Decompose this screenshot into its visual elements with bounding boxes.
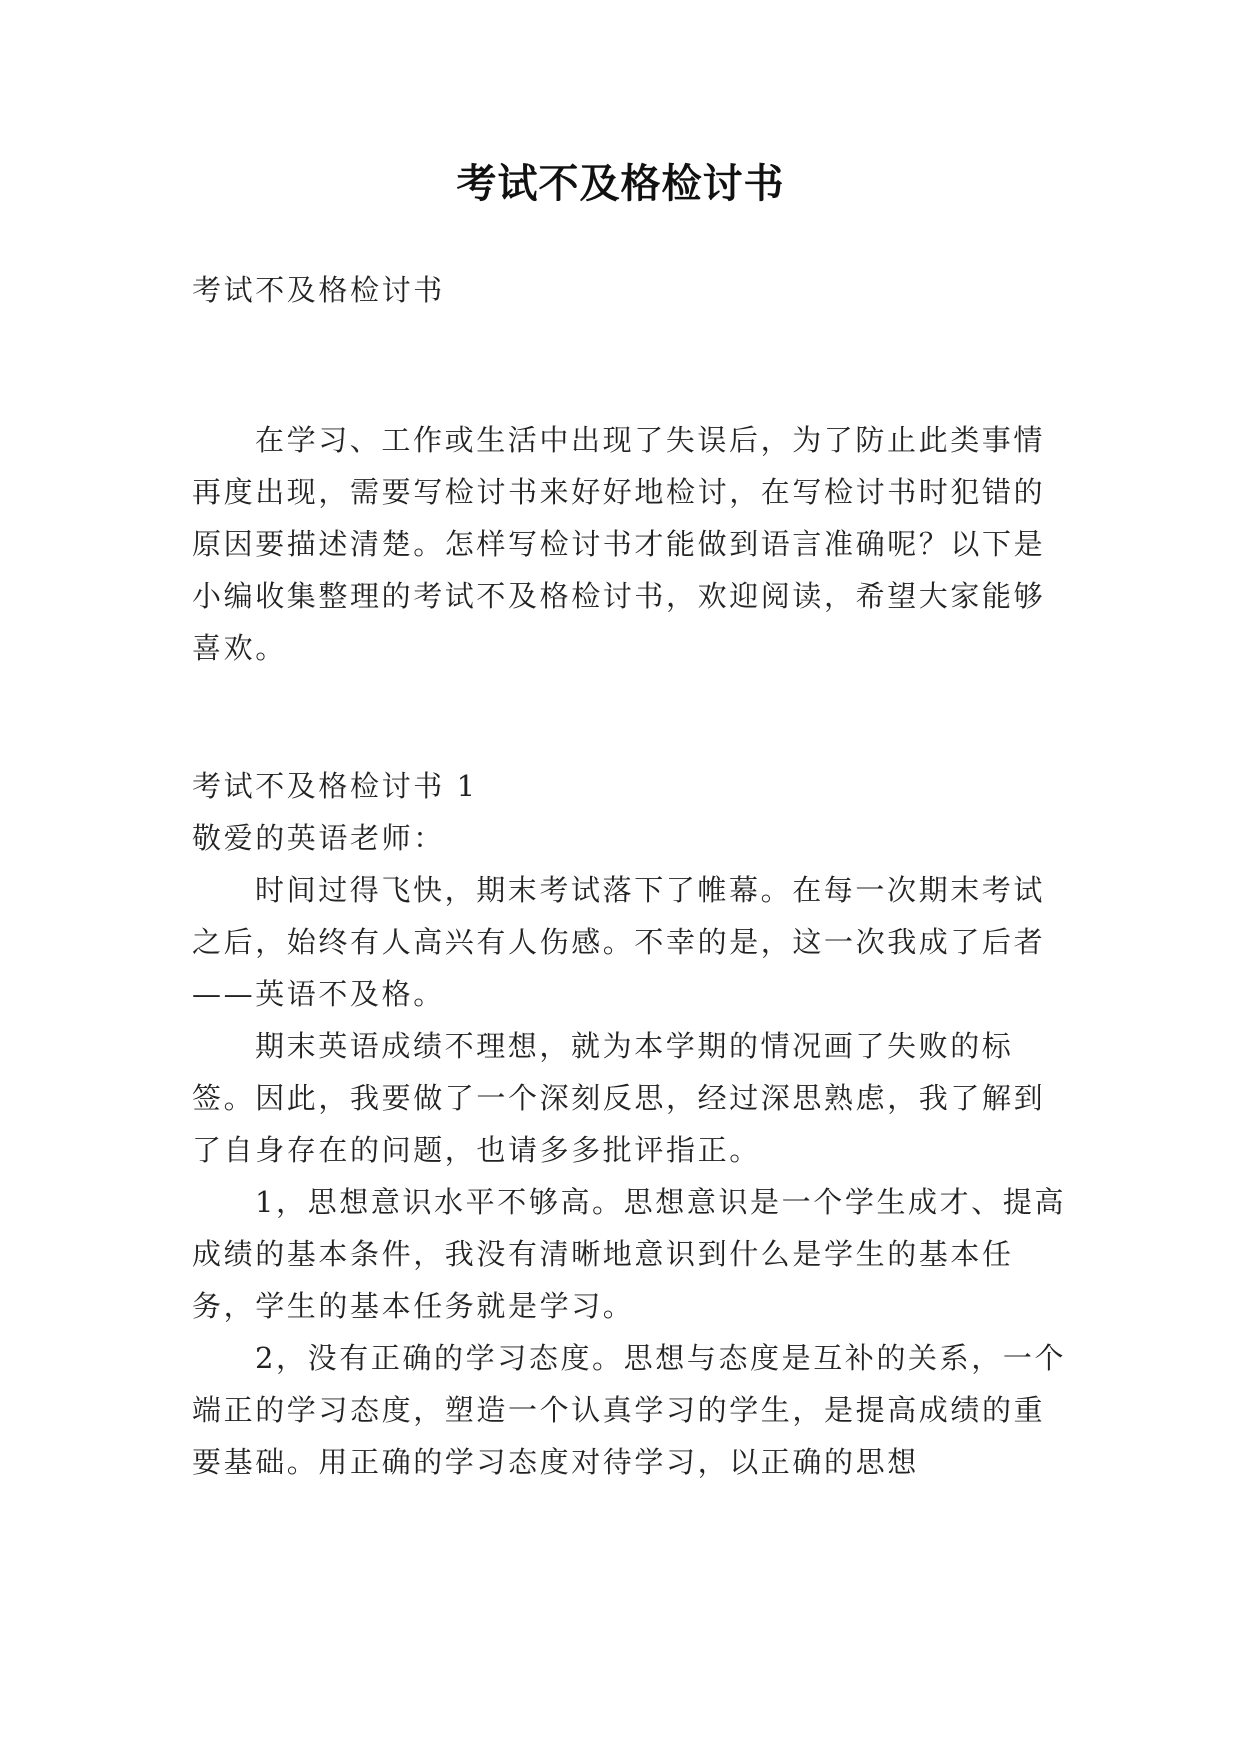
intro-paragraph: 在学习、工作或生活中出现了失误后，为了防止此类事情再度出现，需要写检讨书来好好地检讨，在写检讨书时犯错的原因要描述清楚。怎样写检讨书才能做到语言准确呢？以下是小编收集整理的考试不及格检讨书，欢迎阅读，希望大家能够喜欢。 [192,423,1046,665]
salutation: 敬爱的英语老师： [192,821,445,855]
document-subtitle: 考试不及格检讨书 [192,273,445,307]
body-paragraph-2: 期末英语成绩不理想，就为本学期的情况画了失败的标签。因此，我要做了一个深刻反思，经过深思熟虑，我了解到了自身存在的问题，也请多多批评指正。 [192,1029,1046,1167]
body-paragraph-1: 时间过得飞快，期末考试落下了帷幕。在每一次期末考试之后，始终有人高兴有人伤感。不幸的是，这一次我成了后者——英语不及格。 [192,873,1046,1011]
body-paragraph-4: 2，没有正确的学习态度。思想与态度是互补的关系，一个端正的学习态度，塑造一个认真学习的学生，是提高成绩的重要基础。用正确的学习态度对待学习，以正确的思想 [192,1341,1067,1479]
body-paragraph-3: 1，思想意识水平不够高。思想意识是一个学生成才、提高成绩的基本条件，我没有清晰地意识到什么是学生的基本任务，学生的基本任务就是学习。 [192,1185,1067,1323]
document-title: 考试不及格检讨书 [456,160,785,207]
section-heading: 考试不及格检讨书 1 [192,769,478,803]
